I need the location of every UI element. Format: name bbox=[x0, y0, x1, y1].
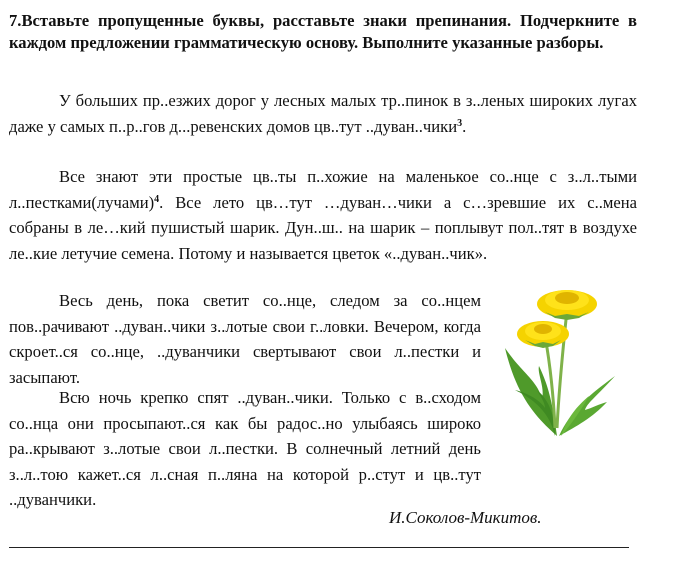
dandelion-flower-top bbox=[537, 290, 597, 320]
paragraph-2 bbox=[9, 164, 637, 266]
author-signature: И.Соколов-Микитов. bbox=[389, 508, 542, 527]
footnote-3: 3 bbox=[457, 117, 463, 129]
paragraph-2-rest: . Все лето цв…тут …дуван…чики а с…зревшие их с..мена собраны в ле…кий пушистый шарик. Дун..ш.. на шарик – поплывут пол..тят в воздухе ле..кие летучие семена. Потому и называется цветок «..дуван..чик». bbox=[9, 192, 637, 263]
paragraph-3-text: Весь день, пока светит со..нце, следом за со..нцем пов..рачивают ..дуван..чики з..лотые свои г..ловки. Вечером, когда скроет..ся со..нце, ..дуванчики свертывают свои л..пестки и засыпают. bbox=[9, 291, 481, 387]
paragraph-1-text: У больших пр..езжих дорог у лесных малых тр..пинок в з..леных широких лугах даже у самых п..р..гов д...ревенских домов цв..тут ..дуван..чики bbox=[9, 91, 637, 136]
task-heading: 7.Вставьте пропущенные буквы, расставьте знаки препинания. Подчеркните в каждом предложении грамматическую основу. Выполните указанные разборы. bbox=[9, 11, 637, 52]
paragraph-4-text: Всю ночь крепко спят ..дуван..чики. Только с в..сходом со..нца они просыпают..ся как бы радос..но улыбаясь широко ра..крывают з..лотые свои л..пестки. В солнечный летний день з..л..тою кажет..ся л..сная п..ляна на которой р..стут и цв..тут ..дуванчики. bbox=[9, 388, 481, 509]
answer-line bbox=[9, 547, 629, 548]
paragraph-1 bbox=[9, 88, 637, 139]
paragraph-1-end: . bbox=[462, 116, 467, 136]
dandelion-illustration bbox=[497, 278, 621, 438]
paragraph-3 bbox=[9, 288, 481, 390]
paragraph-2-text: Все знают эти простые цв..ты п..хожие на маленькое со..нце с з..л..тыми л..пестками(лучами) bbox=[9, 167, 637, 212]
dandelion-flower-lower bbox=[517, 321, 569, 348]
paragraph-4 bbox=[9, 385, 481, 513]
footnote-4: 4 bbox=[154, 193, 160, 205]
